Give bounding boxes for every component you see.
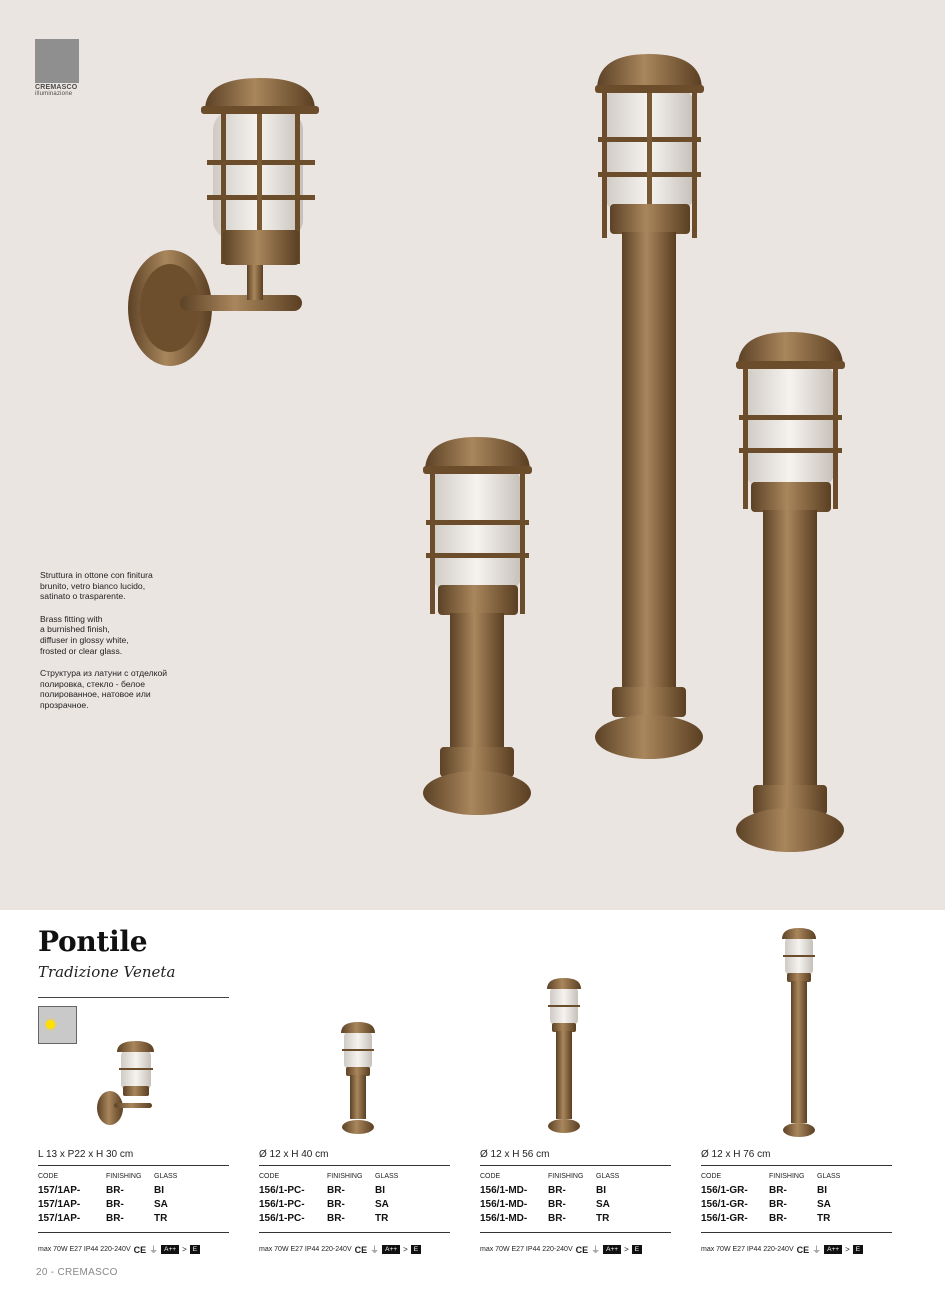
spec-row [38, 1184, 229, 1198]
spec-header-glass: GLASS [817, 1173, 841, 1180]
spec-glass: SA [596, 1199, 610, 1210]
spec-block-wall [38, 1149, 229, 1256]
spec-finishing: BR- [327, 1199, 345, 1210]
spec-finishing: BR- [106, 1185, 124, 1196]
spec-finishing: BR- [548, 1185, 566, 1196]
spec-code: 157/1AP- [38, 1213, 81, 1224]
description-russian: Структура из латуни с отделкой полировка, стекло - белое полированное, натовое или прозрачное. [40, 668, 168, 710]
spec-block-40 [259, 1149, 450, 1256]
ce-mark-icon: CE [133, 1244, 147, 1255]
energy-range-arrow-icon: > [403, 1245, 408, 1254]
spec-code: 156/1-MD- [480, 1199, 528, 1210]
spec-header-glass: GLASS [596, 1173, 620, 1180]
spec-finishing: BR- [106, 1199, 124, 1210]
spec-header-code: CODE [480, 1173, 501, 1180]
thumb-bollard-56 [546, 977, 582, 1135]
ce-mark-icon: CE [575, 1244, 589, 1255]
spec-code: 156/1-GR- [701, 1185, 748, 1196]
energy-range-arrow-icon: > [845, 1245, 850, 1254]
spec-glass: TR [375, 1213, 389, 1224]
spec-table [480, 1173, 671, 1226]
spec-tech-text: max 70W E27 IP44 220-240V [701, 1246, 794, 1253]
light-source-icon [38, 1006, 77, 1044]
spec-code: 156/1-GR- [701, 1199, 748, 1210]
spec-finishing: BR- [548, 1213, 566, 1224]
energy-range-arrow-icon: > [624, 1245, 629, 1254]
ce-mark-icon: CE [354, 1244, 368, 1255]
bulb-dot-icon [46, 1020, 55, 1029]
spec-glass: BI [596, 1185, 606, 1196]
spec-block-56 [480, 1149, 671, 1256]
thumb-bollard-76 [781, 927, 817, 1139]
energy-class-badge: A++ [382, 1245, 400, 1254]
spec-header-code: CODE [38, 1173, 59, 1180]
product-subtitle: Tradizione Veneta [38, 963, 176, 981]
spec-finishing: BR- [769, 1213, 787, 1224]
brand-subline: illuminazione [35, 91, 73, 97]
spec-dimensions: Ø 12 x H 40 cm [259, 1149, 450, 1166]
spec-header-code: CODE [259, 1173, 280, 1180]
spec-divider [38, 1232, 229, 1233]
spec-row [38, 1212, 229, 1226]
spec-row [480, 1198, 671, 1212]
description-english: Brass fitting with a burnished finish, diffuser in glossy white, frosted or clear glass. [40, 613, 129, 656]
earth-symbol-icon: ⏚ [149, 1245, 159, 1255]
earth-symbol-icon: ⏚ [370, 1245, 380, 1255]
spec-finishing: BR- [548, 1199, 566, 1210]
spec-header-finishing: FINISHING [106, 1173, 142, 1180]
energy-class-badge: A++ [824, 1245, 842, 1254]
thumb-wall-lamp [96, 1040, 154, 1128]
spec-table [38, 1173, 229, 1226]
spec-glass: BI [154, 1185, 164, 1196]
hero-bollard-short [420, 435, 535, 815]
brand-logo [35, 39, 79, 97]
title-divider [38, 997, 229, 998]
spec-header-finishing: FINISHING [548, 1173, 584, 1180]
spec-finishing: BR- [769, 1199, 787, 1210]
spec-header-finishing: FINISHING [769, 1173, 805, 1180]
spec-code: 157/1AP- [38, 1185, 81, 1196]
brand-logo-mark [35, 39, 79, 83]
spec-tech-text: max 70W E27 IP44 220-240V [38, 1246, 131, 1253]
spec-row [259, 1212, 450, 1226]
spec-table [259, 1173, 450, 1226]
thumb-bollard-40 [340, 1021, 376, 1136]
ce-mark-icon: CE [796, 1244, 810, 1255]
spec-glass: TR [817, 1213, 831, 1224]
spec-glass: TR [596, 1213, 610, 1224]
spec-code: 156/1-PC- [259, 1213, 305, 1224]
spec-tech-line [38, 1243, 229, 1256]
brand-name: CREMASCO [35, 84, 78, 91]
spec-header-glass: GLASS [154, 1173, 178, 1180]
spec-glass: BI [817, 1185, 827, 1196]
spec-glass: SA [817, 1199, 831, 1210]
energy-class-badge-low: E [853, 1245, 863, 1254]
hero-bollard-medium [733, 330, 848, 855]
spec-tech-line [259, 1243, 450, 1256]
spec-code: 156/1-GR- [701, 1213, 748, 1224]
product-title: Pontile [38, 925, 148, 958]
spec-row [480, 1184, 671, 1198]
spec-row [259, 1184, 450, 1198]
spec-tech-text: max 70W E27 IP44 220-240V [480, 1246, 573, 1253]
energy-class-badge-low: E [411, 1245, 421, 1254]
hero-bollard-tall [592, 52, 707, 762]
spec-table [701, 1173, 892, 1226]
energy-class-badge: A++ [603, 1245, 621, 1254]
spec-glass: SA [375, 1199, 389, 1210]
spec-divider [701, 1232, 892, 1233]
spec-header-finishing: FINISHING [327, 1173, 363, 1180]
spec-glass: TR [154, 1213, 168, 1224]
spec-row [701, 1198, 892, 1212]
spec-row [480, 1212, 671, 1226]
spec-finishing: BR- [327, 1185, 345, 1196]
spec-divider [259, 1232, 450, 1233]
spec-code: 156/1-MD- [480, 1185, 528, 1196]
spec-row [38, 1198, 229, 1212]
spec-code: 157/1AP- [38, 1199, 81, 1210]
page-footer: 20 - CREMASCO [36, 1267, 118, 1278]
spec-dimensions: Ø 12 x H 56 cm [480, 1149, 671, 1166]
spec-code: 156/1-PC- [259, 1185, 305, 1196]
product-description [40, 570, 190, 723]
earth-symbol-icon: ⏚ [591, 1245, 601, 1255]
spec-tech-line [701, 1243, 892, 1256]
spec-glass: SA [154, 1199, 168, 1210]
spec-code: 156/1-PC- [259, 1199, 305, 1210]
spec-row [701, 1184, 892, 1198]
hero-wall-lamp [125, 70, 325, 375]
spec-divider [480, 1232, 671, 1233]
spec-code: 156/1-MD- [480, 1213, 528, 1224]
description-italian: Struttura in ottone con finitura brunito, vetro bianco lucido, satinato o trasparente. [40, 570, 153, 602]
energy-class-badge: A++ [161, 1245, 179, 1254]
spec-header-code: CODE [701, 1173, 722, 1180]
earth-symbol-icon: ⏚ [812, 1245, 822, 1255]
spec-finishing: BR- [327, 1213, 345, 1224]
spec-block-76 [701, 1149, 892, 1256]
spec-dimensions: Ø 12 x H 76 cm [701, 1149, 892, 1166]
energy-range-arrow-icon: > [182, 1245, 187, 1254]
spec-finishing: BR- [769, 1185, 787, 1196]
spec-tech-line [480, 1243, 671, 1256]
spec-glass: BI [375, 1185, 385, 1196]
spec-finishing: BR- [106, 1213, 124, 1224]
spec-header-glass: GLASS [375, 1173, 399, 1180]
spec-row [259, 1198, 450, 1212]
energy-class-badge-low: E [190, 1245, 200, 1254]
spec-tech-text: max 70W E27 IP44 220-240V [259, 1246, 352, 1253]
spec-row [701, 1212, 892, 1226]
energy-class-badge-low: E [632, 1245, 642, 1254]
spec-dimensions: L 13 x P22 x H 30 cm [38, 1149, 229, 1166]
